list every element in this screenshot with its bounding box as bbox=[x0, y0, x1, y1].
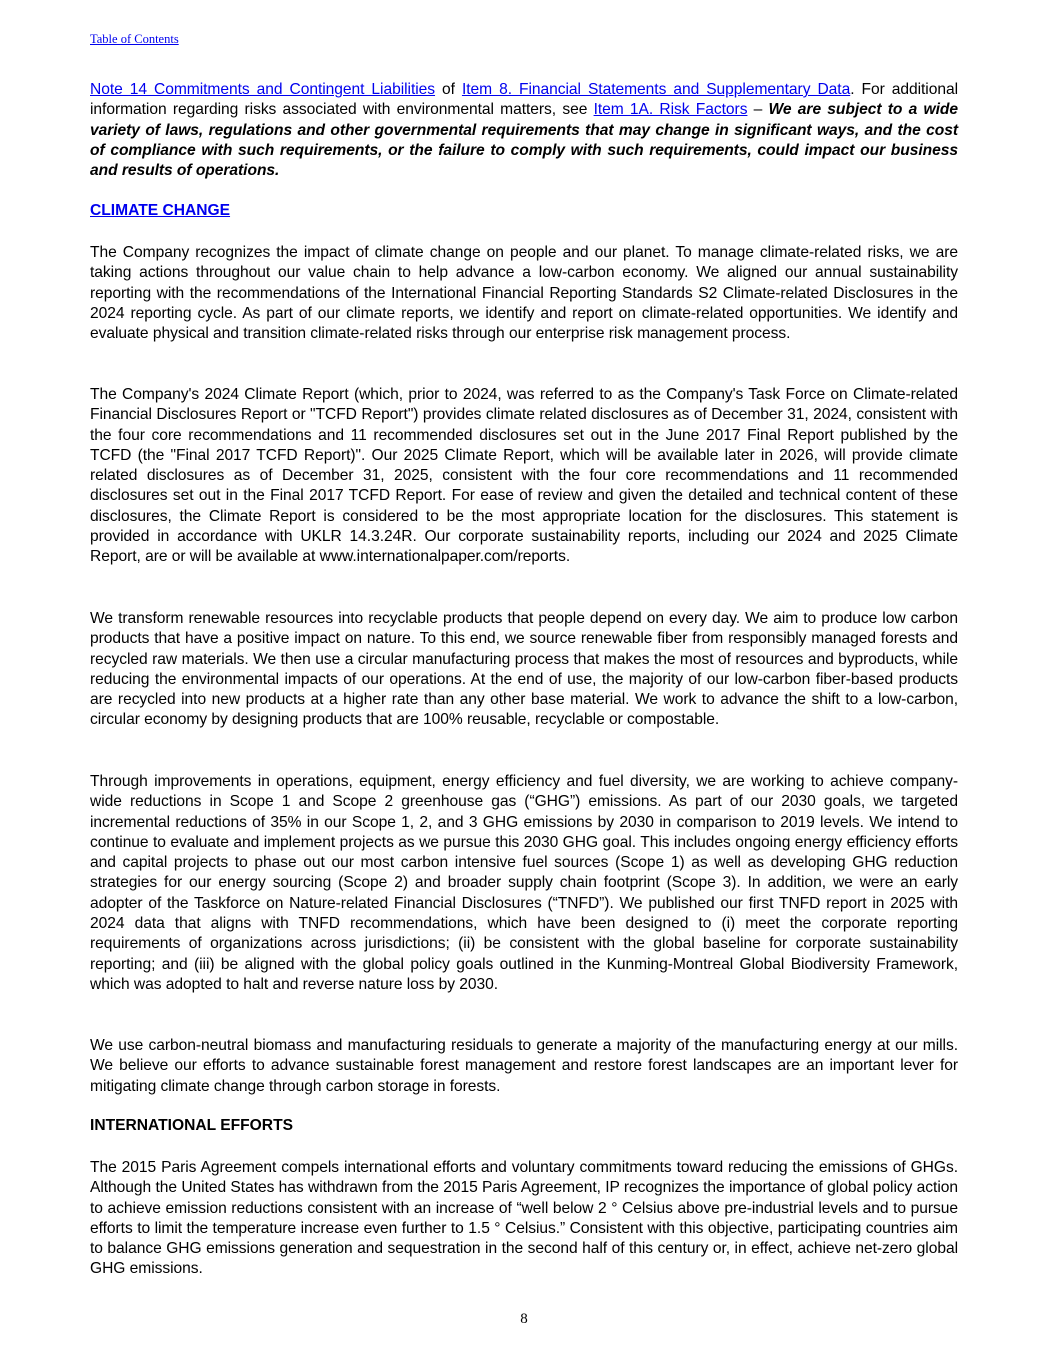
table-of-contents-link[interactable]: Table of Contents bbox=[90, 32, 179, 46]
climate-change-heading-link[interactable]: CLIMATE CHANGE bbox=[90, 202, 231, 219]
intro-text-dash: – bbox=[747, 101, 769, 119]
intro-text-of: of bbox=[435, 81, 462, 98]
risk-factor-title: We are subject to a wide variety of laws, regulations and other governmental requirements that may change in significant ways, and the cost of compliance with such requirements, or the failure to comply with such requirements, could impact our business and results of operations. bbox=[90, 101, 958, 180]
international-paragraph-1: The 2015 Paris Agreement compels international efforts and voluntary commitments toward reducing the emissions of GHGs. Although the United States has withdrawn from the 2015 Paris Agreement, IP recognizes the importance of global policy action to achieve emission reductions consistent with an increase of “well below 2 ° Celsius above pre-industrial levels and to pursue efforts to limit the temperature increase even further to 1.5 ° Celsius.” Consistent with this objective, participating countries aim to balance GHG emissions generation and sequestration in the second half of this century or, in effect, achieve net-zero global GHG emissions. bbox=[90, 1159, 958, 1278]
item-8-link[interactable]: Item 8. Financial Statements and Supplementary Data bbox=[461, 81, 851, 98]
intro-paragraph bbox=[90, 80, 958, 181]
international-efforts-heading: INTERNATIONAL EFFORTS bbox=[90, 1117, 293, 1134]
climate-paragraph-3: We transform renewable resources into recyclable products that people depend on every day. We aim to produce low carbon products that have a positive impact on nature. To this end, we source renewable fiber from responsibly managed forests and recycled raw materials. We then use a circular manufacturing process that makes the most of resources and byproducts, while reducing the environmental impacts of our operations. At the end of use, the majority of our low-carbon fiber-based products are recycled into new products at a higher rate than any other base material. We work to advance the shift to a low-carbon, circular economy by designing products that are 100% reusable, recyclable or compostable. bbox=[90, 610, 958, 729]
intro-text-mid: . For additional information regarding risks associated with environmental matters, see bbox=[90, 81, 958, 119]
climate-paragraph-4: Through improvements in operations, equipment, energy efficiency and fuel diversity, we are working to achieve company-wide reductions in Scope 1 and Scope 2 greenhouse gas (“GHG”) emissions. As part of our 2030 goals, we targeted incremental reductions of 35% in our Scope 1, 2, and 3 GHG emissions by 2030 in comparison to 2019 levels. We intend to continue to evaluate and implement projects as we pursue this 2030 GHG goal. This includes ongoing energy efficiency efforts and capital projects to phase out our most carbon intensive fuel sources (Scope 1) as well as developing GHG reduction strategies for our energy sourcing (Scope 2) and broader supply chain footprint (Scope 3). In addition, we were an early adopter of the Taskforce on Nature-related Financial Disclosures (“TNFD”). We published our first TNFD report in 2025 with 2024 data that aligns with TNFD recommendations, which have been designed to (i) meet the corporate reporting requirements of organizations across jurisdictions; (ii) be consistent with the global baseline for corporate sustainability reporting; and (iii) be aligned with the global policy goals outlined in the Kunming-Montreal Global Biodiversity Framework, which was adopted to halt and reverse nature loss by 2030. bbox=[90, 773, 958, 993]
item-1a-link[interactable]: Item 1A. Risk Factors bbox=[593, 101, 748, 119]
page-number: 8 bbox=[520, 1311, 528, 1327]
climate-paragraph-1: The Company recognizes the impact of climate change on people and our planet. To manage climate-related risks, we are taking actions throughout our value chain to help advance a low-carbon economy. We aligned our annual sustainability reporting with the recommendations of the International Financial Reporting Standards S2 Climate-related Disclosures in the 2024 reporting cycle. As part of our climate reports, we identify and report on climate-related opportunities. We identify and evaluate physical and transition climate-related risks through our enterprise risk management process. bbox=[90, 244, 958, 343]
climate-paragraph-2: The Company's 2024 Climate Report (which, prior to 2024, was referred to as the Company's Task Force on Climate-related Financial Disclosures Report or "TCFD Report") provides climate related disclosures as of December 31, 2024, consistent with the four core recommendations and 11 recommended disclosures set out in the June 2017 Final Report published by the TCFD (the "Final 2017 TCFD Report)". Our 2025 Climate Report, which will be available later in 2026, will provide climate related disclosures as of December 31, 2025, consistent with the four core recommendations and 11 recommended disclosures set out in the Final 2017 TCFD Report. For ease of review and given the detailed and technical content of these disclosures, the Climate Report is considered to be the most appropriate location for the disclosures. This statement is provided in accordance with UKLR 14.3.24R. Our corporate sustainability reports, including our 2024 and 2025 Climate Report, are or will be available at www.internationalpaper.com/reports. bbox=[90, 386, 958, 566]
climate-paragraph-5: We use carbon-neutral biomass and manufacturing residuals to generate a majority of the manufacturing energy at our mills. We believe our efforts to advance sustainable forest management and restore forest landscapes are an important lever for mitigating climate change through carbon storage in forests. bbox=[90, 1037, 958, 1095]
note-14-link[interactable]: Note 14 Commitments and Contingent Liabilities bbox=[90, 81, 436, 98]
